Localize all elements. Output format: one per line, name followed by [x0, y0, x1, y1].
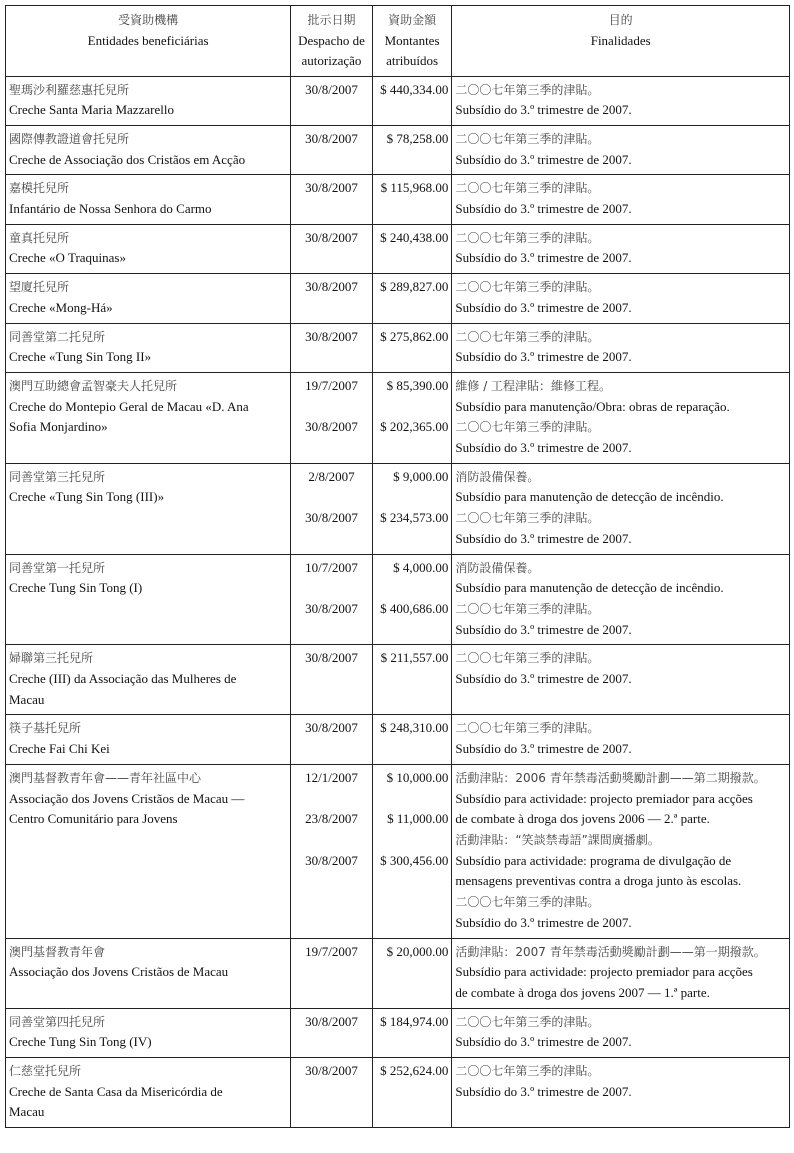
purpose-cell	[452, 463, 790, 554]
entity-name-line: 國際傳教證道會托兒所	[9, 131, 130, 146]
table-row	[6, 463, 790, 554]
entity-cell	[6, 224, 291, 273]
purpose-cell	[452, 323, 790, 372]
authorization-date: 30/8/2007	[305, 229, 358, 245]
spacer	[376, 620, 449, 641]
table-row	[6, 764, 790, 938]
amount-value: $ 20,000.00	[386, 943, 449, 959]
amount-cell	[372, 125, 452, 174]
entity-name-line: 澳門互助總會孟智豪夫人托兒所	[9, 378, 178, 393]
purpose-line: 二〇〇七年第三季的津貼。	[455, 1064, 600, 1079]
authorization-date: 30/8/2007	[305, 279, 358, 295]
purpose-line: 二〇〇七年第三季的津貼。	[455, 511, 600, 526]
authorization-date: 30/8/2007	[305, 180, 358, 196]
purpose-line: 二〇〇七年第三季的津貼。	[455, 1014, 600, 1029]
date-cell	[291, 323, 373, 372]
purpose-line: 維修 / 工程津貼：維修工程。	[455, 378, 612, 393]
table-row	[6, 372, 790, 463]
purpose-cell	[452, 76, 790, 125]
purpose-cell	[452, 125, 790, 174]
authorization-date: 30/8/2007	[305, 852, 358, 868]
header-date-zh: 批示日期	[307, 13, 356, 27]
purpose-line: 消防設備保養。	[455, 469, 540, 484]
purpose-line: Subsídio para manutenção de detecção de incêndio.	[455, 580, 724, 596]
purpose-line: Subsídio para actividade: projecto premiador para acções	[455, 790, 753, 806]
date-cell	[291, 463, 373, 554]
spacer	[294, 620, 369, 641]
purpose-cell	[452, 175, 790, 224]
header-purpose-zh: 目的	[608, 13, 633, 27]
spacer	[294, 529, 369, 550]
entity-cell	[6, 554, 291, 645]
purpose-line: Subsídio do 3.º trimestre de 2007.	[455, 102, 632, 118]
entity-name-line: Creche do Montepio Geral de Macau «D. Ana	[9, 398, 249, 414]
purpose-line: Subsídio do 3.º trimestre de 2007.	[455, 299, 632, 315]
spacer	[294, 1082, 369, 1103]
entity-name-line: 同善堂第三托兒所	[9, 469, 106, 484]
purpose-cell	[452, 1058, 790, 1128]
entity-cell	[6, 715, 291, 764]
purpose-line: Subsídio do 3.º trimestre de 2007.	[455, 530, 632, 546]
authorization-date: 30/8/2007	[305, 130, 358, 146]
entity-cell	[6, 323, 291, 372]
purpose-cell	[452, 715, 790, 764]
amount-cell	[372, 938, 452, 1008]
purpose-line: Subsídio do 3.º trimestre de 2007.	[455, 621, 632, 637]
amount-value: $ 252,624.00	[380, 1063, 449, 1079]
entity-name-line: 童真托兒所	[9, 230, 70, 245]
purpose-line: 消防設備保養。	[455, 560, 540, 575]
amount-value: $ 234,573.00	[380, 510, 449, 526]
spacer	[376, 100, 449, 121]
entity-name-line: Associação dos Jovens Cristãos de Macau	[9, 964, 229, 980]
entity-name-line: Creche Fai Chi Kei	[9, 741, 110, 757]
purpose-line: 二〇〇七年第三季的津貼。	[455, 721, 600, 736]
amount-cell	[372, 76, 452, 125]
header-amount-pt1: Montantes	[384, 32, 440, 48]
spacer	[294, 347, 369, 368]
spacer	[294, 150, 369, 171]
amount-value: $ 9,000.00	[393, 468, 449, 484]
table-row	[6, 938, 790, 1008]
spacer	[376, 529, 449, 550]
amount-value: $ 275,862.00	[380, 328, 449, 344]
spacer	[376, 1082, 449, 1103]
spacer	[376, 1032, 449, 1053]
spacer	[294, 1032, 369, 1053]
spacer	[376, 397, 449, 418]
amount-value: $ 240,438.00	[380, 229, 449, 245]
spacer	[294, 962, 369, 983]
amount-value: $ 440,334.00	[380, 81, 449, 97]
authorization-date: 30/8/2007	[305, 81, 358, 97]
table-row	[6, 175, 790, 224]
purpose-line: 活動津貼：2006 青年禁毒活動獎勵計劃——第二期撥款。	[455, 770, 766, 785]
entity-name-line: Creche de Associação dos Cristãos em Acção	[9, 151, 246, 167]
spacer	[376, 248, 449, 269]
spacer	[294, 739, 369, 760]
authorization-date: 30/8/2007	[305, 1063, 358, 1079]
header-entity-zh: 受資助機構	[118, 13, 179, 27]
spacer	[294, 830, 369, 851]
amount-value: $ 85,390.00	[386, 377, 449, 393]
entity-name-line: Infantário de Nossa Senhora do Carmo	[9, 201, 212, 217]
spacer	[294, 669, 369, 690]
entity-cell	[6, 175, 291, 224]
entity-name-line: Creche «O Traquinas»	[9, 250, 126, 266]
purpose-line: Subsídio do 3.º trimestre de 2007.	[455, 250, 632, 266]
entity-name-line: Creche «Tung Sin Tong (III)»	[9, 489, 165, 505]
purpose-line: Subsídio do 3.º trimestre de 2007.	[455, 349, 632, 365]
entity-name-line: Sofia Monjardino»	[9, 419, 108, 435]
date-cell	[291, 76, 373, 125]
authorization-date: 2/8/2007	[308, 468, 355, 484]
amount-cell	[372, 463, 452, 554]
spacer	[376, 298, 449, 319]
purpose-line: 二〇〇七年第三季的津貼。	[455, 895, 600, 910]
amount-value: $ 10,000.00	[386, 769, 449, 785]
amount-cell	[372, 372, 452, 463]
date-cell	[291, 1058, 373, 1128]
purpose-cell	[452, 1008, 790, 1057]
entity-name-line: 筷子基托兒所	[9, 721, 82, 736]
authorization-date: 30/8/2007	[305, 419, 358, 435]
purpose-line: Subsídio do 3.º trimestre de 2007.	[455, 741, 632, 757]
purpose-cell	[452, 372, 790, 463]
purpose-line: mensagens preventivas contra a droga junto às escolas.	[455, 873, 742, 889]
table-row	[6, 224, 790, 273]
table-row	[6, 125, 790, 174]
entity-name-line: Creche (III) da Associação das Mulheres de	[9, 671, 237, 687]
purpose-line: Subsídio para manutenção/Obra: obras de reparação.	[455, 398, 730, 414]
purpose-line: Subsídio do 3.º trimestre de 2007.	[455, 671, 632, 687]
entity-cell	[6, 76, 291, 125]
amount-value: $ 300,456.00	[380, 852, 449, 868]
amount-cell	[372, 554, 452, 645]
header-date-pt2: autorização	[301, 53, 362, 68]
amount-value: $ 248,310.00	[380, 720, 449, 736]
purpose-line: Subsídio para actividade: projecto premiador para acções	[455, 964, 753, 980]
amount-cell	[372, 175, 452, 224]
date-cell	[291, 938, 373, 1008]
purpose-line: 二〇〇七年第三季的津貼。	[455, 329, 600, 344]
entity-name-line: Associação dos Jovens Cristãos de Macau —	[9, 790, 245, 806]
header-purpose	[452, 6, 790, 77]
amount-cell	[372, 645, 452, 715]
purpose-line: 二〇〇七年第三季的津貼。	[455, 181, 600, 196]
amount-cell	[372, 274, 452, 323]
spacer	[294, 438, 369, 459]
spacer	[294, 100, 369, 121]
purpose-line: 二〇〇七年第三季的津貼。	[455, 601, 600, 616]
spacer	[376, 962, 449, 983]
authorization-date: 19/7/2007	[305, 943, 358, 959]
amount-value: $ 11,000.00	[387, 811, 449, 827]
amount-cell	[372, 224, 452, 273]
purpose-line: 二〇〇七年第三季的津貼。	[455, 131, 600, 146]
header-amount	[372, 6, 452, 77]
purpose-line: Subsídio do 3.º trimestre de 2007.	[455, 440, 632, 456]
amount-cell	[372, 1008, 452, 1057]
entity-name-line: 同善堂第二托兒所	[9, 329, 106, 344]
header-date-pt1: Despacho de	[298, 32, 365, 48]
amount-value: $ 184,974.00	[380, 1013, 449, 1029]
date-cell	[291, 554, 373, 645]
entity-cell	[6, 1008, 291, 1057]
entity-name-line: Creche Tung Sin Tong (IV)	[9, 1034, 152, 1050]
entity-cell	[6, 463, 291, 554]
purpose-line: 二〇〇七年第三季的津貼。	[455, 230, 600, 245]
amount-value: $ 202,365.00	[380, 419, 449, 435]
date-cell	[291, 715, 373, 764]
header-amount-zh: 資助金額	[388, 13, 437, 27]
date-cell	[291, 125, 373, 174]
spacer	[294, 199, 369, 220]
amount-value: $ 400,686.00	[380, 600, 449, 616]
table-row	[6, 715, 790, 764]
purpose-cell	[452, 554, 790, 645]
entity-name-line: Macau	[9, 691, 45, 707]
header-purpose-pt: Finalidades	[590, 32, 651, 48]
date-cell	[291, 175, 373, 224]
table-row	[6, 76, 790, 125]
table-row	[6, 274, 790, 323]
purpose-line: 二〇〇七年第三季的津貼。	[455, 82, 600, 97]
entity-name-line: 澳門基督教青年會——青年社區中心	[9, 770, 202, 785]
authorization-date: 30/8/2007	[305, 328, 358, 344]
table-body	[6, 76, 790, 1128]
purpose-line: Subsídio do 3.º trimestre de 2007.	[455, 1083, 632, 1099]
purpose-line: 活動津貼：“笑談禁毒語”課間廣播劇。	[455, 833, 660, 847]
purpose-line: 活動津貼：2007 青年禁毒活動獎勵計劃——第一期撥款。	[455, 944, 766, 959]
amount-cell	[372, 1058, 452, 1128]
entity-name-line: 澳門基督教青年會	[9, 944, 106, 959]
spacer	[376, 199, 449, 220]
header-amount-pt2: atribuídos	[386, 53, 439, 68]
entity-name-line: 同善堂第一托兒所	[9, 560, 106, 575]
amount-cell	[372, 764, 452, 938]
spacer	[376, 871, 449, 892]
header-date	[291, 6, 373, 77]
spacer	[376, 438, 449, 459]
entity-name-line: 婦聯第三托兒所	[9, 651, 94, 666]
authorization-date: 30/8/2007	[305, 650, 358, 666]
spacer	[376, 487, 449, 508]
date-cell	[291, 645, 373, 715]
purpose-cell	[452, 224, 790, 273]
spacer	[376, 739, 449, 760]
amount-value: $ 115,968.00	[380, 180, 449, 196]
spacer	[376, 578, 449, 599]
amount-value: $ 4,000.00	[393, 559, 449, 575]
spacer	[294, 871, 369, 892]
table-header-row	[6, 6, 790, 77]
entity-name-line: Creche «Tung Sin Tong II»	[9, 349, 152, 365]
date-cell	[291, 224, 373, 273]
entity-cell	[6, 645, 291, 715]
purpose-line: Subsídio para manutenção de detecção de incêndio.	[455, 489, 724, 505]
authorization-date: 19/7/2007	[305, 377, 358, 393]
purpose-cell	[452, 938, 790, 1008]
table-row	[6, 645, 790, 715]
spacer	[376, 669, 449, 690]
spacer	[294, 789, 369, 810]
amount-value: $ 211,557.00	[380, 650, 449, 666]
header-entity	[6, 6, 291, 77]
purpose-line: Subsídio do 3.º trimestre de 2007.	[455, 201, 632, 217]
authorization-date: 30/8/2007	[305, 720, 358, 736]
entity-name-line: 望廈托兒所	[9, 280, 70, 295]
spacer	[294, 487, 369, 508]
purpose-line: Subsídio para actividade: programa de divulgação de	[455, 852, 732, 868]
date-cell	[291, 1008, 373, 1057]
spacer	[294, 248, 369, 269]
amount-value: $ 289,827.00	[380, 279, 449, 295]
spacer	[294, 397, 369, 418]
spacer	[376, 150, 449, 171]
spacer	[294, 578, 369, 599]
purpose-line: 二〇〇七年第三季的津貼。	[455, 651, 600, 666]
entity-name-line: Creche Santa Maria Mazzarello	[9, 102, 174, 118]
purpose-line: Subsídio do 3.º trimestre de 2007.	[455, 151, 632, 167]
table-row	[6, 323, 790, 372]
authorization-date: 12/1/2007	[305, 769, 358, 785]
purpose-line: de combate à droga dos jovens 2007 — 1.ª parte.	[455, 984, 710, 1000]
spacer	[376, 830, 449, 851]
spacer	[376, 347, 449, 368]
entity-cell	[6, 938, 291, 1008]
entity-cell	[6, 274, 291, 323]
purpose-cell	[452, 764, 790, 938]
purpose-line: Subsídio do 3.º trimestre de 2007.	[455, 1034, 632, 1050]
authorization-date: 23/8/2007	[305, 811, 358, 827]
table-row	[6, 554, 790, 645]
entity-cell	[6, 764, 291, 938]
date-cell	[291, 274, 373, 323]
authorization-date: 30/8/2007	[305, 600, 358, 616]
table-row	[6, 1058, 790, 1128]
spacer	[294, 298, 369, 319]
date-cell	[291, 764, 373, 938]
subsidy-table	[5, 5, 790, 1128]
date-cell	[291, 372, 373, 463]
entity-name-line: 同善堂第四托兒所	[9, 1014, 106, 1029]
entity-name-line: Creche «Mong-Há»	[9, 299, 113, 315]
purpose-line: 二〇〇七年第三季的津貼。	[455, 420, 600, 435]
purpose-line: Subsídio do 3.º trimestre de 2007.	[455, 914, 632, 930]
purpose-line: 二〇〇七年第三季的津貼。	[455, 280, 600, 295]
entity-cell	[6, 372, 291, 463]
entity-cell	[6, 125, 291, 174]
authorization-date: 30/8/2007	[305, 1013, 358, 1029]
purpose-cell	[452, 274, 790, 323]
entity-name-line: Centro Comunitário para Jovens	[9, 811, 178, 827]
spacer	[376, 789, 449, 810]
entity-name-line: 聖瑪沙利羅慈惠托兒所	[9, 82, 130, 97]
entity-cell	[6, 1058, 291, 1128]
purpose-line: de combate à droga dos jovens 2006 — 2.ª parte.	[455, 811, 710, 827]
authorization-date: 30/8/2007	[305, 510, 358, 526]
authorization-date: 10/7/2007	[305, 559, 358, 575]
entity-name-line: 嘉模托兒所	[9, 181, 70, 196]
entity-name-line: Creche Tung Sin Tong (I)	[9, 580, 143, 596]
amount-value: $ 78,258.00	[386, 130, 449, 146]
amount-cell	[372, 715, 452, 764]
amount-cell	[372, 323, 452, 372]
purpose-cell	[452, 645, 790, 715]
entity-name-line: 仁慈堂托兒所	[9, 1064, 82, 1079]
entity-name-line: Creche de Santa Casa da Misericórdia de	[9, 1083, 223, 1099]
entity-name-line: Macau	[9, 1104, 45, 1120]
header-entity-pt: Entidades beneficiárias	[87, 32, 209, 48]
table-row	[6, 1008, 790, 1057]
